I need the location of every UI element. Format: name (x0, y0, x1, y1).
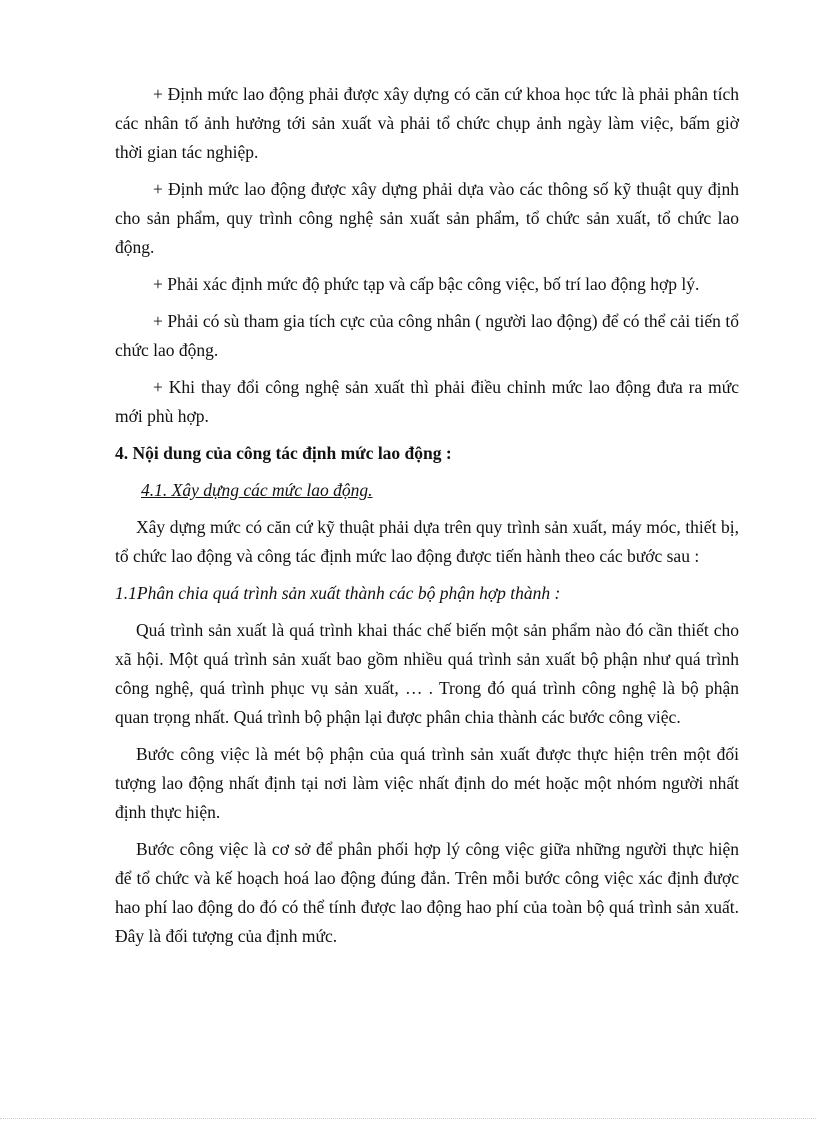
paragraph-process: Quá trình sản xuất là quá trình khai thác chế biến một sản phẩm nào đó cần thiết cho xã hội. Một quá trình sản xuất bao gồm nhiều quá trình sản xuất bộ phận như quá trình công nghệ, quá trình phục vụ sản xuất, … . Trong đó quá trình công nghệ là bộ phận quan trọng nhất. Quá trình bộ phận lại được phân chia thành các bước công việc. (115, 620, 739, 727)
section-heading: 4. Nội dung của công tác định mức lao động : (115, 443, 452, 463)
page-bottom-divider (0, 1118, 816, 1119)
paragraph-work-step: Bước công việc là mét bộ phận của quá trình sản xuất được thực hiện trên một đối tượng lao động nhất định tại nơi làm việc nhất định do mét hoặc một nhóm người nhất định thực hiện. (115, 744, 739, 822)
subsection-heading: 4.1. Xây dựng các mức lao động. (141, 480, 373, 500)
paragraph-principle-1: + Định mức lao động phải được xây dựng có căn cứ khoa học tức là phải phân tích các nhân tố ảnh hưởng tới sản xuất và phải tổ chức chụp ảnh ngày làm việc, bấm giờ thời gian tác nghiệp. (115, 84, 739, 162)
step-heading: 1.1Phân chia quá trình sản xuất thành các bộ phận hợp thành : (115, 583, 561, 603)
paragraph-principle-4: + Phải có sù tham gia tích cực của công nhân ( người lao động) để có thể cải tiến tổ chức lao động. (115, 311, 739, 360)
paragraph-intro: Xây dựng mức có căn cứ kỹ thuật phải dựa trên quy trình sản xuất, máy móc, thiết bị, tổ chức lao động và công tác định mức lao động được tiến hành theo các bước sau : (115, 517, 739, 566)
paragraph-principle-3: + Phải xác định mức độ phức tạp và cấp bậc công việc, bố trí lao động hợp lý. (153, 274, 700, 294)
paragraph-principle-2: + Định mức lao động được xây dựng phải dựa vào các thông số kỹ thuật quy định cho sản phẩm, quy trình công nghệ sản xuất sản phẩm, tổ chức sản xuất, tổ chức lao động. (115, 179, 739, 257)
paragraph-work-step-basis: Bước công việc là cơ sở để phân phối hợp lý công việc giữa những người thực hiện để tổ chức và kế hoạch hoá lao động đúng đắn. Trên mỗi bước công việc xác định được hao phí lao động do đó có thể tính được lao động hao phí của toàn bộ quá trình sản xuất. Đây là đối tượng của định mức. (115, 839, 739, 946)
document-body (115, 80, 739, 959)
paragraph-principle-5: + Khi thay đổi công nghệ sản xuất thì phải điều chỉnh mức lao động đưa ra mức mới phù hợp. (115, 377, 739, 426)
